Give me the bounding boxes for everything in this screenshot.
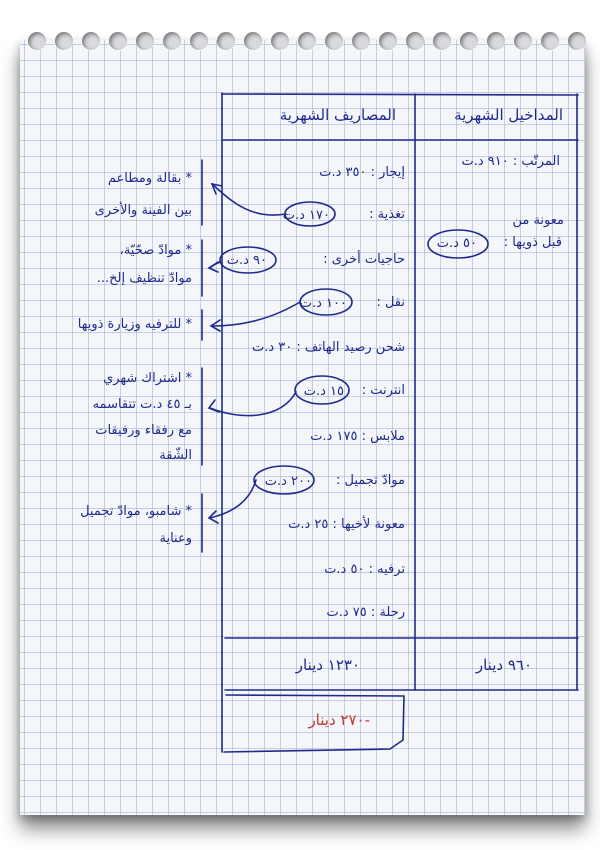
note-internet-line1: * اشتراك شهري [103, 371, 192, 386]
expense-clothes: ملابس : ١٧٥ د.ت [310, 429, 405, 444]
note-cosmetics-line1: * شامبو، موادّ تجميل [80, 504, 192, 519]
expense-internet-amount: ١٥ د.ت [303, 384, 344, 399]
note-food-line1: * بقالة ومطاعم [107, 171, 192, 186]
note-internet-line2: بـ ٤٥ د.ت تتقاسمه [92, 397, 192, 412]
expense-phone: شحن رصيد الهاتف : ٣٠ د.ت [251, 340, 405, 355]
income-salary: المرتّب : ٩١٠ د.ت [461, 154, 560, 169]
expense-cosmetics: موادّ تجميل : [335, 473, 405, 488]
income-aid-amount: ٥٠ د.ت [436, 236, 477, 251]
note-food-line2: بين الفينة والأخرى [94, 203, 192, 218]
note-other-line1: * موادّ صحّيّة، [119, 243, 192, 258]
income-header: المداخيل الشهرية [454, 106, 563, 124]
expense-food-amount: ١٧٠ د.ت [282, 208, 330, 223]
expense-transport-amount: ١٠٠ د.ت [299, 296, 347, 311]
income-aid-line2: قبل ذويها : [503, 235, 562, 250]
note-internet-line3: مع رفقاء ورفيقات [95, 423, 192, 438]
expense-leisure: ترفيه : ٥٠ د.ت [324, 562, 405, 577]
balance-total: -٢٧٠ دينار [308, 711, 370, 729]
note-transport-line1: * للترفيه وزيارة ذويها [77, 317, 192, 332]
expense-rent: إيجار : ٣٥٠ د.ت [319, 165, 405, 180]
income-aid-line1: معونة من [512, 213, 564, 228]
expense-trip: رحلة : ٧٥ د.ت [326, 605, 405, 620]
income-total: ٩٦٠ دينار [475, 656, 532, 674]
expense-food: تغذية : [369, 207, 405, 222]
expense-transport: نقل : [376, 295, 405, 310]
expenses-header: المصاريف الشهرية [279, 106, 396, 124]
expense-brother-aid: معونة لأخيها : ٢٥ د.ت [288, 517, 405, 532]
note-cosmetics-line2: وعناية [159, 531, 192, 546]
note-other-line2: موادّ تنظيف إلخ... [96, 271, 192, 286]
expense-other-amount: ٩٠ د.ت [226, 253, 267, 268]
expense-other: حاجيات أخرى : [323, 252, 405, 267]
note-internet-line4: الشّقة [159, 448, 192, 463]
expense-internet: انترنت : [361, 383, 405, 398]
expense-cosmetics-amount: ٢٠٠ د.ت [264, 474, 312, 489]
expenses-total: ١٢٣٠ دينار [295, 656, 360, 674]
